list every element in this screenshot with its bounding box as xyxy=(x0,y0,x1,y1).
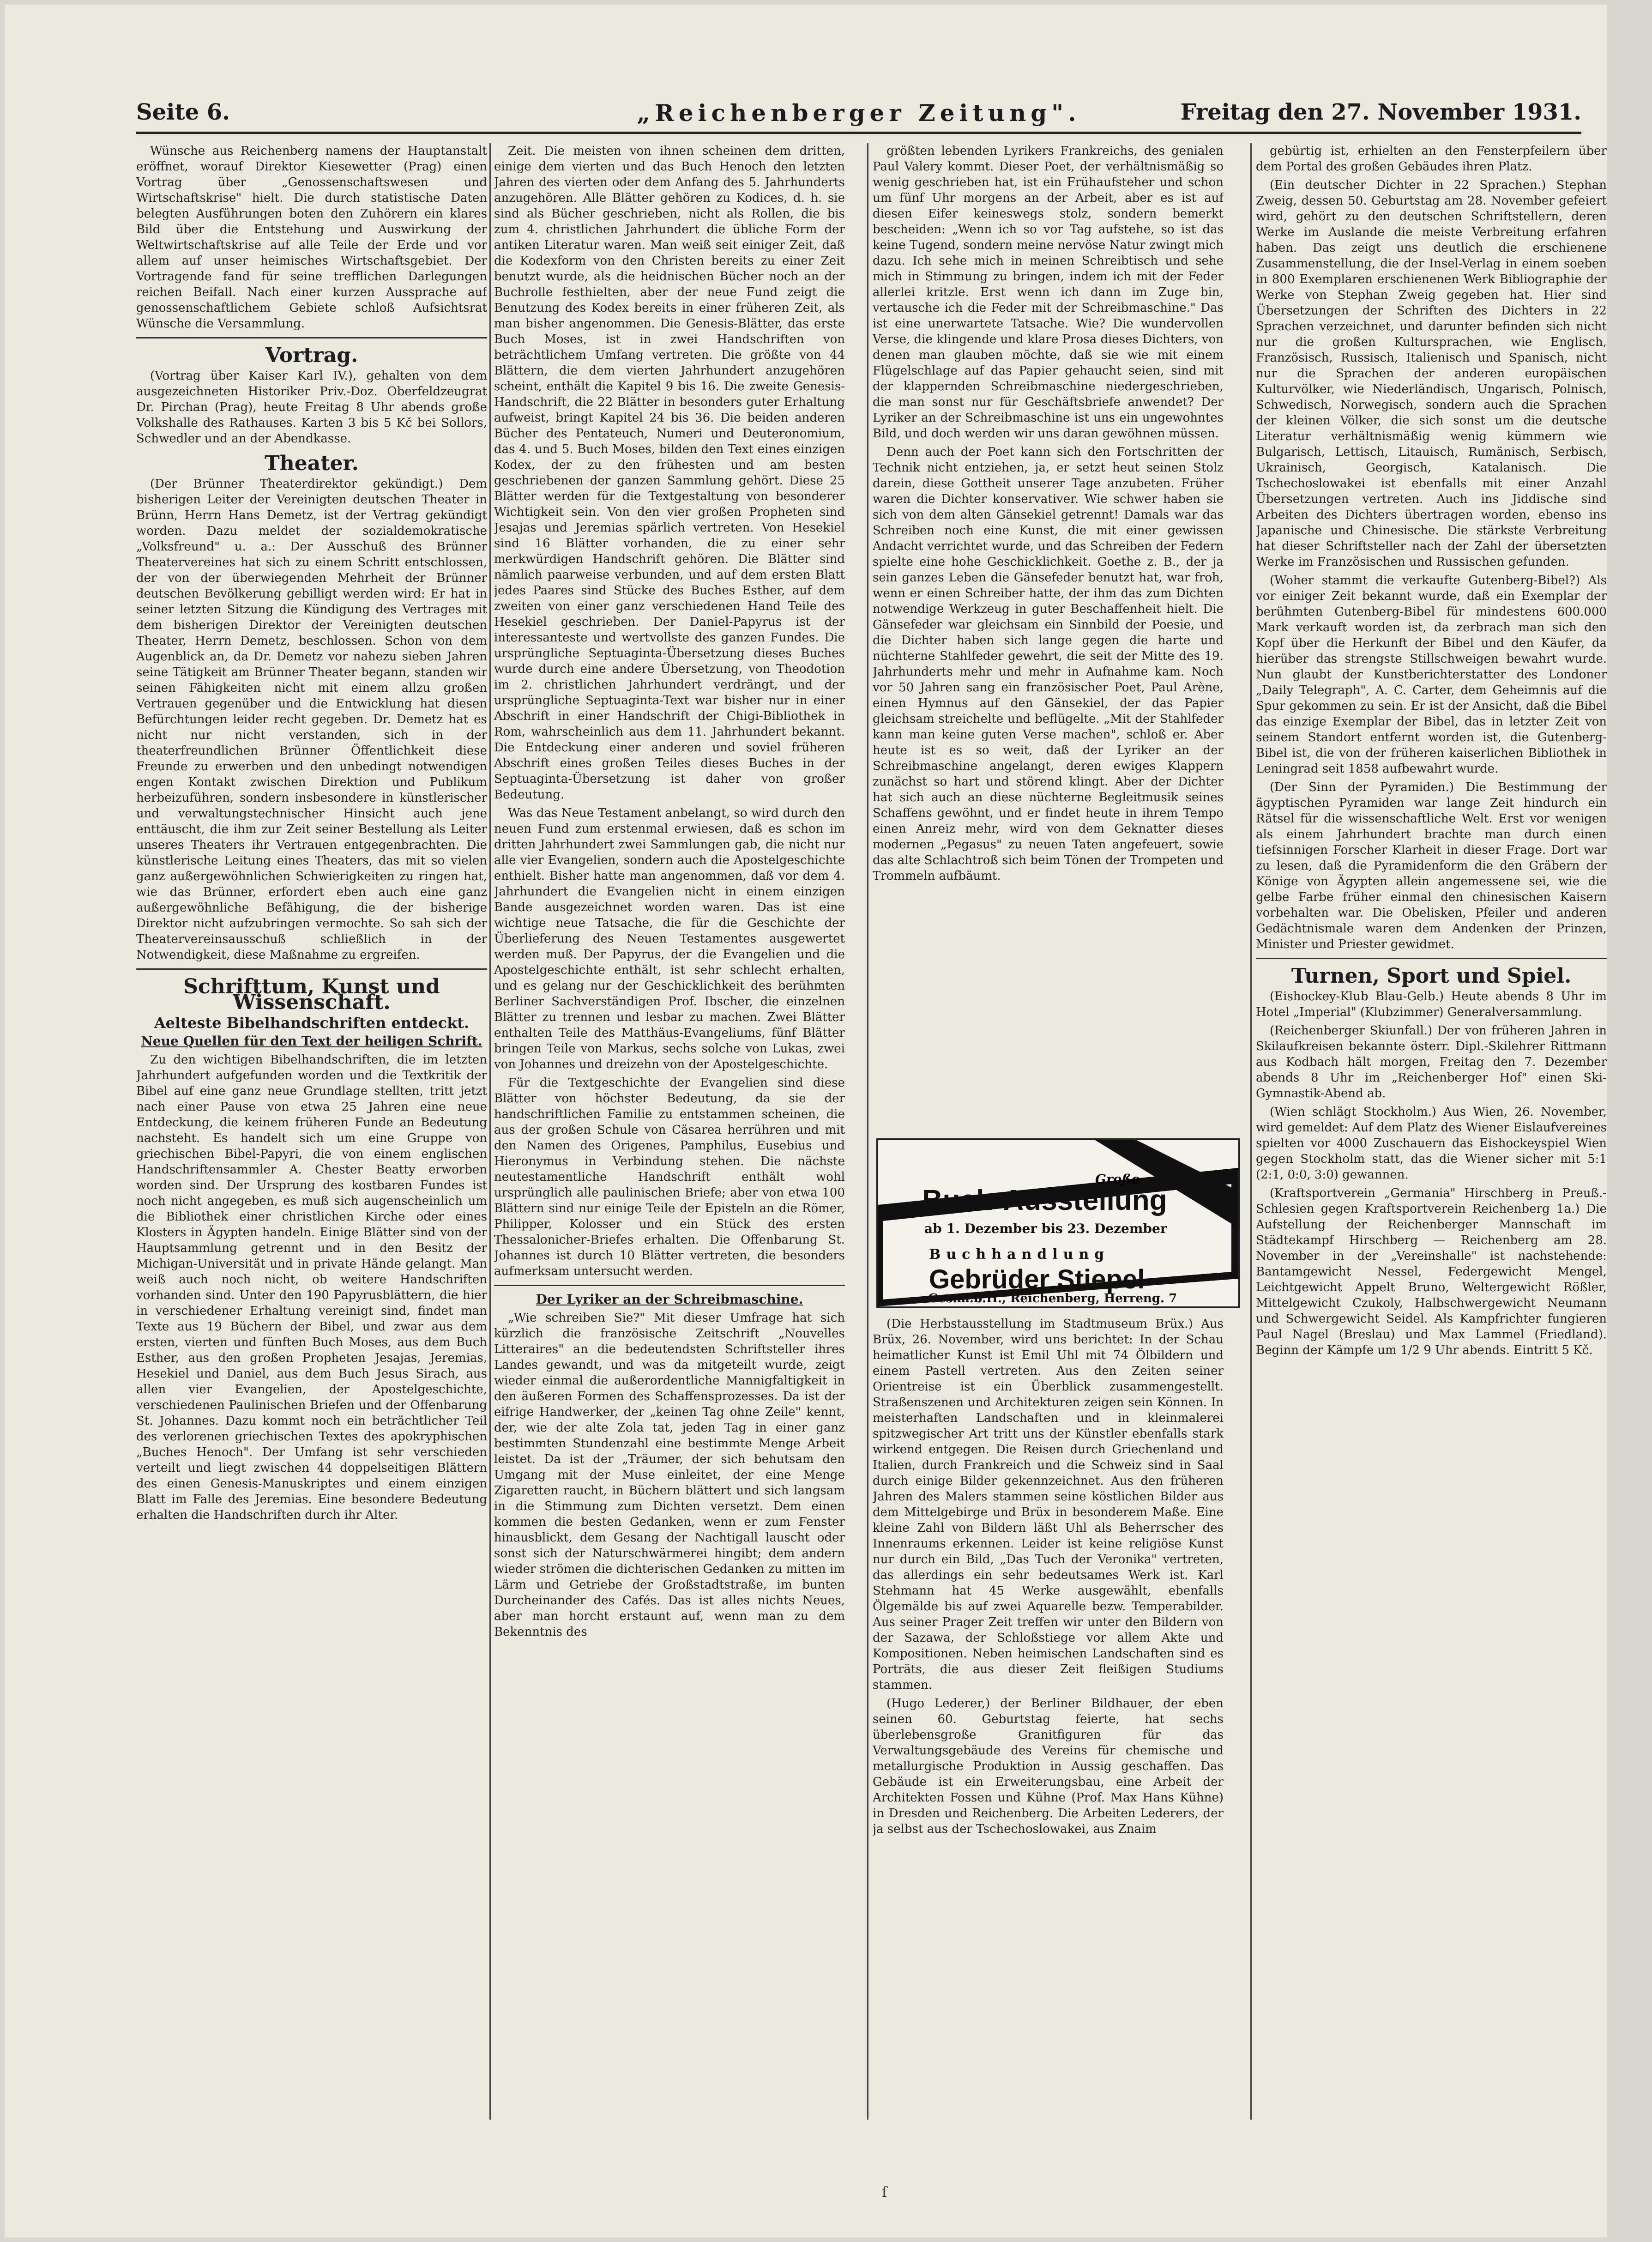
article-text: (Die Herbstausstellung im Stadtmuseum Brüx.) Aus Brüx, 26. November, wird uns berichtet: In der Schau heimatlicher Kunst ist Emil Uhl mit 74 Ölbildern und einem Pastell vertreten. Aus den Zeiten seiner Orientreise ist ein Überblick zusammengestellt. Straßenszenen und Architekturen zeigen sein Können. In meisterhaften Landschaften und in kleinmalerei spitzwegischer Art tritt uns der Künstler ebenfalls stark wirkend entgegen. Die Reisen durch Griechenland und Italien, durch Frankreich und die Schweiz sind in Saal durch einige Bilder gekennzeichnet. Aus den früheren Jahren des Malers stammen seine köstlichen Bilder aus dem Mittelgebirge und Brüx in besonderem Maße. Eine kleine Zahl von Bildern läßt Uhl als Beherrscher des Innenraums erkennen. Leider ist keine religiöse Kunst nur durch ein Bild, „Das Tuch der Veronika" vertreten, das allerdings ein sehr bedeutsames Werk ist. Karl Stehmann hat 45 Werke ausgewählt, ebenfalls Ölgemälde bis auf zwei Aquarelle bezw. Temperabilder. Aus seiner Prager Zeit treffen wir unter den Bildern von der Sazawa, der Schloßstiege vor allem Akte und Kompositionen. Neben heimischen Landschaften sind es Porträts, die aus dieser Zeit fleißigen Studiums stammen. xyxy=(873,1317,1224,1692)
column-3-top xyxy=(873,143,1224,1131)
divider xyxy=(136,968,487,970)
article-text: (Woher stammt die verkaufte Gutenberg-Bibel?) Als vor einiger Zeit bekannt wurde, daß ein Exemplar der berühmten Gutenberg-Bibel für mindestens 600.000 Mark verkauft worden ist, da zerbrach man sich den Kopf über die Herkunft der Bibel und den Käufer, da hierüber das strengste Stillschweigen bewahrt wurde. Nun glaubt der Kunstberichterstatter des Londoner „Daily Telegraph", A. C. Carter, dem Geheimnis auf die Spur gekommen zu sein. Er ist der Ansicht, daß die Bibel das einzige Exemplar der Bibel, das in letzter Zeit von seinem Standort entfernt worden ist, die Gutenberg-Bibel ist, die von der früheren kaiserlichen Bibliothek in Leningrad seit 1858 aufbewahrt wurde. xyxy=(1256,574,1607,776)
advert-shop-label: Buchhandlung xyxy=(929,1246,1110,1263)
column-rule xyxy=(1250,143,1252,2120)
page-header xyxy=(136,99,1581,134)
article-text: (Wien schlägt Stockholm.) Aus Wien, 26. November, wird gemeldet: Auf dem Platz des Wiener Eislaufvereines spielten vor 4000 Zuschauern das Eishockeyspiel Wien gegen Stockholm statt, das die Wiener sicher mit 5:1 (2:1, 0:0, 3:0) gewannen. xyxy=(1256,1105,1607,1182)
article-headline: Der Lyriker an der Schreibmaschine. xyxy=(536,1292,803,1307)
scan-mark: ſ xyxy=(882,2184,887,2200)
page-number: Seite 6. xyxy=(136,99,230,125)
article-text: (Der Brünner Theaterdirektor gekündigt.) Dem bisherigen Leiter der Vereinigten deutschen Theater in Brünn, Herrn Hans Demetz, ist der Vertrag gekündigt worden. Dazu meldet der sozialdemokratische „Volksfreund" u. a.: Der Ausschuß des Brünner Theatervereines hat sich zu einem Schritt entschlossen, der von der überwiegenden Mehrheit der Brünner deutschen Bevölkerung gebilligt werden wird: Er hat in seiner letzten Sitzung die Kündigung des Vertrages mit dem bisherigen Direktor der Vereinigten deutschen Theater, Herrn Demetz, beschlossen. Schon von dem Augenblick an, da Dr. Demetz vor nahezu sieben Jahren seine Tätigkeit am Brünner Theater begann, standen wir seinen Fähigkeiten nicht mit einem allzu großen Vertrauen gegenüber und die Entwicklung hat diesen Befürchtungen leider recht gegeben. Dr. Demetz hat es nicht nur nicht verstanden, sich in der theaterfreundlichen Brünner Öffentlichkeit diese Freunde zu erwerben und den unbedingt notwendigen engen Kontakt zwischen Direktion und Publikum herbeizuführen, sondern insbesondere in künstlerischer und verwaltungstechnischer Hinsicht auch jene enttäuscht, die ihm zur Zeit seiner Bestellung als Leiter unseres Theaters ihr Vertrauen entgegenbrachten. Die künstlerische Leitung eines Theaters, das mit so vielen ganz außergewöhnlichen Schwierigkeiten zu ringen hat, wie das Brünner, erfordert eben auch eine ganz außergewöhnliche Befähigung, die der bisherige Direktor nicht aufzubringen vermochte. So sah sich der Theatervereinsausschuß schließlich in der Notwendigkeit, diese Maßnahme zu ergreifen. xyxy=(136,477,487,962)
column-1 xyxy=(136,143,487,2129)
column-rule xyxy=(489,143,491,2120)
article-text: (Vortrag über Kaiser Karl IV.), gehalten von dem ausgezeichneten Historiker Priv.-Doz. Oberfeldzeugrat Dr. Pirchan (Prag), heute Freitag 8 Uhr abends große Volkshalle des Rathauses. Karten 3 bis 5 Kč bei Sollors, Schwedler und an der Abendkasse. xyxy=(136,369,487,446)
article-text: gebürtig ist, erhielten an den Fensterpfeilern über dem Portal des großen Gebäudes ihren Platz. xyxy=(1256,144,1607,174)
article-text: „Wie schreiben Sie?" Mit dieser Umfrage hat sich kürzlich die französische Zeitschrift „Nouvelles Litteraires" an die bedeutendsten Schriftsteller ihres Landes gewandt, und was da mitgeteilt wurde, zeigt wieder einmal die außerordentliche Mannigfaltigkeit in den äußeren Formen des Schaffensprozesses. Da ist der eifrige Handwerker, der „keinen Tag ohne Zeile" kennt, der, wie der alte Zola tat, jeden Tag in einer ganz bestimmten Stundenzahl eine bestimmte Menge Arbeit leistet. Da ist der „Träumer, der sich behutsam den Umgang mit der Muse einleitet, der eine Menge Zigaretten raucht, in Büchern blättert und sich langsam in die Stimmung zum Dichten versetzt. Dem einen kommen die besten Gedanken, wenn er zum Fenster hinausblickt, dem Gesang der Nachtigall lauscht oder sonst sich der Naturschwärmerei hingibt; dem andern wieder strömen die dichterischen Gedanken zu mitten im Lärm und Getriebe der Großstadtstraße, im bunten Durcheinander des Cafés. Das ist alles nichts Neues, aber man horcht erstaunt auf, wenn man zu dem Bekenntnis des xyxy=(494,1311,845,1639)
article-text: Für die Textgeschichte der Evangelien sind diese Blätter von höchster Bedeutung, da sie der handschriftlichen Familie zu entstammen scheinen, die aus der großen Schule von Cäsarea herrühren und mit den Namen des Origenes, Pamphilus, Eusebius und Hieronymus in Verbindung stehen. Die nächste neutestamentliche Handschrift enthält wohl ursprünglich alle paulinischen Briefe; aber von etwa 100 Blättern sind nur einige Teile der Episteln an die Römer, Philipper, Kolosser und ein Stück des ersten Thessalonicher-Briefes erhalten. Die Offenbarung St. Johannes ist durch 10 Blätter vertreten, die besonders aufmerksam untersucht werden. xyxy=(494,1076,845,1278)
column-4 xyxy=(1256,143,1607,2129)
article-text: (Ein deutscher Dichter in 22 Sprachen.) Stephan Zweig, dessen 50. Geburtstag am 28. November gefeiert wird, gehört zu den deutschen Schriftstellern, deren Werke im Auslande die meiste Verbreitung erfahren haben. Das zeigt uns deutlich die erschienene Zusammenstellung, die der Insel-Verlag in einem soeben in 800 Exemplaren erschienenen Werk Bibliographie der Werke von Stephan Zweig gegeben hat. Hier sind Übersetzungen der Schriften des Dichters in 22 Sprachen verzeichnet, und darunter befinden sich nicht nur die großen Kultursprachen, wie Englisch, Französisch, Russisch, Italienisch und Spanisch, nicht nur die Sprachen der anderen europäischen Kulturvölker, wie Niederländisch, Ungarisch, Polnisch, Schwedisch, Norwegisch, sondern auch die Sprachen der kleinen Völker, die sich sonst um die deutsche Literatur verhältnismäßig wenig kümmern wie Bulgarisch, Lettisch, Litauisch, Rumänisch, Serbisch, Ukrainisch, Georgisch, Katalanisch. Die Tschechoslowakei ist ebenfalls mit einer Anzahl Übersetzungen vertreten. Auch ins Jiddische sind Arbeiten des Dichters übertragen worden, ebenso ins Japanische und Chinesische. Die stärkste Verbreitung hat dieser Schriftsteller nach der Zahl der übersetzten Werke im Französischen und Russischen gefunden. xyxy=(1256,178,1607,569)
newspaper-title: „Reichenberger Zeitung". xyxy=(637,99,1081,127)
advert-dates: ab 1. Dezember bis 23. Dezember xyxy=(924,1221,1167,1236)
article-text: größten lebenden Lyrikers Frankreichs, des genialen Paul Valery kommt. Dieser Poet, der verhältnismäßig so wenig geschrieben hat, ist ein Frühaufsteher und schon um fünf Uhr morgens an der Arbeit, aber es ist auf diesen Eifer keineswegs stolz, sondern bemerkt bescheiden: „Wenn ich so vor Tag aufstehe, so ist das keine Tugend, sondern meine nervöse Natur zwingt mich dazu. Ich sehe mich in meinen Schreibtisch und sehe mich in Stimmung zu bringen, indem ich mit der Feder allerlei kritzle. Erst wenn ich dann im Zuge bin, vertausche ich die Feder mit der Schreibmaschine." Das ist eine unerwartete Tatsache. Wie? Die wundervollen Verse, die klingende und klare Prosa dieses Dichters, von denen man glauben möchte, daß sie wie mit einem Flügelschlage auf das Papier gehaucht seien, sind mit der klappernden Schreibmaschine niedergeschrieben, die man sonst nur für Geschäftsbriefe anwendet? Der Lyriker an der Schreibmaschine ist uns ein ungewohntes Bild, und doch werden wir uns daran gewöhnen müssen. xyxy=(873,144,1224,441)
article-text: (Kraftsportverein „Germania" Hirschberg in Preuß.-Schlesien gegen Kraftsportverein Reichenberg 1a.) Die Aufstellung der Reichenberger Mannschaft im Städtekampf Hirschberg — Reichenberg am 28. November in der „Vereinshalle" ist nachstehende: Bantamgewicht Nessel, Federgewicht Mengel, Leichtgewicht Appelt Bruno, Weltergewicht Rößler, Mittelgewicht Czukoly, Halbschwergewicht Neumann und Schwergewicht Seidel. Als Kampfrichter fungieren Paul Nagel (Breslau) und Max Lammel (Friedland). Beginn der Kämpfe um 1/2 9 Uhr abends. Eintritt 5 Kč. xyxy=(1256,1186,1607,1357)
column-2 xyxy=(494,143,845,2129)
article-headline: Aelteste Bibelhandschriften entdeckt. xyxy=(154,1014,470,1032)
article-text: (Hugo Lederer,) der Berliner Bildhauer, der eben seinen 60. Geburtstag feierte, hat sechs überlebensgroße Granitfiguren für das Verwaltungsgebäude des Vereins für chemische und metallurgische Produktion in Aussig geschaffen. Das Gebäude ist ein Erweiterungsbau, eine Arbeit der Architekten Fossen und Kühne (Prof. Max Hans Kühne) in Dresden und Reichenberg. Die Arbeiten Lederers, der ja selbst aus der Tschechoslowakei, aus Znaim xyxy=(873,1697,1224,1836)
column-rule xyxy=(867,143,868,2120)
article-text: Zeit. Die meisten von ihnen scheinen dem dritten, einige dem vierten und das Buch Henoch den letzten Jahren des vierten oder dem Anfang des 5. Jahrhunderts anzugehören. Alle Blätter gehören zu Kodices, d. h. sie sind als Bücher geschrieben, nicht als Rollen, die bis zum 4. christlichen Jahrhundert die übliche Form der antiken Literatur waren. Man weiß seit einiger Zeit, daß die Kodexform von den Christen bereits zu einer Zeit benutzt wurde, als die heidnischen Bücher noch an der Buchrolle festhielten, aber der neue Fund zeigt die Benutzung des Kodex bereits in einer früheren Zeit, als man bisher angenommen. Die Genesis-Blätter, das erste Buch Moses, ist in zwei Handschriften von beträchtlichem Umfang vertreten. Die größte von 44 Blättern, die dem vierten Jahrhundert anzugehören scheint, enthält die Kapitel 9 bis 16. Die zweite Genesis-Handschrift, die 22 Blätter in besonders guter Erhaltung aufweist, bringt Kapitel 24 bis 36. Die beiden anderen Bücher des Pentateuch, Numeri und Deuteronomium, das 4. und 5. Buch Moses, bilden den Text eines einzigen Kodex, der zu den frühesten und am besten geschriebenen der ganzen Sammlung gehört. Diese 25 Blätter werden für die Textgestaltung von besonderer Wichtigkeit sein. Von den vier großen Propheten sind Jesajas und Jeremias spärlich vertreten. Von Hesekiel sind 16 Blätter vorhanden, die zu einer sehr merkwürdigen Handschrift gehören. Die Blätter sind nämlich paarweise verbunden, und auf dem ersten Blatt jedes Paares sind Stücke des Buches Esther, auf dem zweiten von einer ganz verschiedenen Hand Teile des Hesekiel geschrieben. Der Daniel-Papyrus ist der interessanteste und wertvollste des ganzen Fundes. Die ursprüngliche Septuaginta-Übersetzung dieses Buches wurde durch eine andere Übersetzung, von Theodotion im 2. christlichen Jahrhundert verdrängt, und der ursprüngliche Septuaginta-Text war bisher nur in einer Abschrift in einer Handschrift der Chigi-Bibliothek in Rom, wahrscheinlich aus dem 11. Jahrhundert bekannt. Die Entdeckung einer anderen und soviel früheren Abschrift eines großen Teiles dieses Buches in der Septuaginta-Übersetzung ist daher von großer Bedeutung. xyxy=(494,144,845,802)
article-text: Denn auch der Poet kann sich den Fortschritten der Technik nicht entziehen, ja, er setzt heut seinen Stolz darein, diese Gottheit unserer Tage anzubeten. Früher waren die Dichter konservativer. Wie schwer haben sie sich von dem alten Gänsekiel getrennt! Damals war das Schreiben noch eine Kunst, die mit einer gewissen Andacht verrichtet wurde, und das Schreiben der Federn spielte eine hohe Geschicklichkeit. Goethe z. B., der ja sein ganzes Leben die Gänsefeder benutzt hat, war froh, wenn er einen Schreiber hatte, der ihm das zum Dichten notwendige Werkzeug in guter Beschaffenheit hielt. Die Gänsefeder war gleichsam ein Sinnbild der Poesie, und die Dichter haben sich lange gegen die harte und nüchterne Stahlfeder gewehrt, die seit der Mitte des 19. Jahrhunderts mehr und mehr in Aufnahme kam. Noch vor 50 Jahren sang ein französischer Poet, Paul Arène, einen Hymnus auf den Gänsekiel, der das Papier gleichsam streichelte und beflügelte. „Mit der Stahlfeder kann man keine guten Verse machen", schloß er. Aber heute ist es so weit, daß der Lyriker an der Schreibmaschine angelangt, deren ewiges Klappern zunächst so hart und störend klingt. Aber der Dichter hat sich auch an diese nüchterne Begleitmusik seines Schaffens gewöhnt, und er findet heute in ihrem Tempo einen Anreiz mehr, wird von dem Geknatter dieses modernen „Pegasus" zu neuen Taten angefeuert, sowie das alte Schlachtroß sich beim Tönen der Trompeten und Trommeln aufbäumt. xyxy=(873,445,1224,883)
article-text: (Der Sinn der Pyramiden.) Die Bestimmung der ägyptischen Pyramiden war lange Zeit hindurch ein Rätsel für die wissenschaftliche Welt. Erst vor wenigen als einem Jahrhundert brachte man durch einen tiefsinnigen Forscher Klarheit in dieser Frage. Dort war zu lesen, daß die Pyramidenform die den Gräbern der Könige von Ägypten allein angemessene sei, wie die gelbe Farbe früher einmal den chinesischen Kaisern vorbehalten war. Die Obelisken, Pfeiler und anderen Gedächtnismale waren dem Andenken der Prinzen, Minister und Priester gewidmet. xyxy=(1256,780,1607,951)
section-title-sport: Turnen, Sport und Spiel. xyxy=(1291,964,1572,988)
section-title-theater: Theater. xyxy=(264,452,359,475)
divider xyxy=(136,337,487,338)
article-text: Wünsche aus Reichenberg namens der Hauptanstalt eröffnet, worauf Direktor Kiesewetter (Prag) einen Vortrag über „Genossenschaftswesen und Wirtschaftskrise" hielt. Die durch statistische Daten belegten Ausführungen boten den Zuhörern ein klares Bild über die Entstehung und Auswirkung der Weltwirtschaftskrise auf alle Teile der Erde und vor allem auf unser heimisches Wirtschaftsgebiet. Der Vortragende fand für seine trefflichen Darlegungen reichen Beifall. Nach einer kurzen Aussprache auf genossenschaftlichem Gebiete schloß Aufsichtsrat Wünsche die Versammlung. xyxy=(136,144,487,331)
divider xyxy=(1256,958,1607,959)
article-text: (Reichenberger Skiunfall.) Der von früheren Jahren in Skilaufkreisen bekannte österr. Dipl.-Skilehrer Rittmann aus Kodbach hält morgen, Freitag den 7. Dezember abends 8 Uhr im „Reichenberger Hof" einen Ski-Gymnastik-Abend ab. xyxy=(1256,1024,1607,1100)
advert-firm-name: Gebrüder Stiepel xyxy=(929,1264,1145,1294)
book-exhibition-advertisement xyxy=(876,1138,1240,1308)
column-3-bottom xyxy=(873,1316,1224,2129)
article-text: Zu den wichtigen Bibelhandschriften, die im letzten Jahrhundert aufgefunden worden und die Textkritik der Bibel auf eine ganz neue Grundlage stellten, tritt jetzt nach einer Pause von etwa 25 Jahren eine neue Entdeckung, die keinem früheren Funde an Bedeutung nachsteht. Es handelt sich um eine Gruppe von griechischen Bibel-Papyri, die von einem englischen Handschriftensammler A. Chester Beatty erworben worden sind. Der Ursprung des kostbaren Fundes ist noch nicht angegeben, es muß sich augenscheinlich um die Bibliothek einer christlichen Kirche oder eines Klosters in Ägypten handeln. Einige Blätter sind von der Hauptsammlung getrennt und in den Besitz der Michigan-Universität und in private Hände gelangt. Man weiß auch noch nicht, ob weitere Handschriften vorhanden sind. Unter den 190 Papyrusblättern, die hier in verschiedener Erhaltung vereinigt sind, findet man Texte aus 19 Büchern der Bibel, und zwar aus dem ersten, vierten und fünften Buch Moses, aus dem Buch Esther, aus den großen Propheten Jesajas, Jeremias, Hesekiel und Daniel, aus dem Buch Jesus Sirach, aus allen vier Evangelien, der Apostelgeschichte, verschiedenen Paulinischen Briefen und der Offenbarung St. Johannes. Dazu kommt noch ein beträchtlicher Teil des verlorenen griechischen Textes des apokryphischen „Buches Henoch". Der Umfang ist sehr verschieden verteilt und liegt zwischen 44 doppelseitigen Blättern des einen Genesis-Manuskriptes und einem einzigen Blatt im Falle des Jeremias. Eine besondere Bedeutung erhalten die Handschriften durch ihr Alter. xyxy=(136,1053,487,1522)
divider xyxy=(494,1285,845,1286)
advert-small-text: Große xyxy=(1095,1172,1140,1187)
newspaper-page xyxy=(5,5,1607,2237)
issue-date: Freitag den 27. November 1931. xyxy=(1180,99,1581,125)
article-subheadline: Neue Quellen für den Text der heiligen Schrift. xyxy=(141,1033,482,1049)
article-text: (Eishockey-Klub Blau-Gelb.) Heute abends 8 Uhr im Hotel „Imperial" (Klubzimmer) Generalversammlung. xyxy=(1256,990,1607,1019)
section-title-kunst: Schrifttum, Kunst und Wissenschaft. xyxy=(183,975,440,1014)
advert-address: Ges.m.b.H., Reichenberg, Herreng. 7 xyxy=(928,1292,1177,1305)
article-text: Was das Neue Testament anbelangt, so wird durch den neuen Fund zum erstenmal erwiesen, daß es schon im dritten Jahrhundert zwei Sammlungen gab, die nicht nur alle vier Evangelien, sondern auch die Apostelgeschichte enthielt. Bisher hatte man angenommen, daß vor dem 4. Jahrhundert die Evangelien nicht in einem einzigen Bande ausgezeichnet worden waren. Das ist eine wichtige neue Tatsache, die für die Geschichte der Überlieferung des Neuen Testamentes ausgewertet werden muß. Der Papyrus, der die Evangelien und die Apostelgeschichte enthält, ist sehr schlecht erhalten, und es gelang nur der Geschicklichkeit des berühmten Berliner Sachverständigen Prof. Ibscher, die einzelnen Blätter zu trennen und lesbar zu machen. Zwei Blätter enthalten Teile des Matthäus-Evangeliums, fünf Blätter bringen Teile von Markus, sechs solche von Lukas, zwei von Johannes und dreizehn von der Apostelgeschichte. xyxy=(494,806,845,1071)
advert-headline: Buch-Ausstellung xyxy=(922,1184,1167,1216)
section-title-vortrag: Vortrag. xyxy=(265,344,358,367)
